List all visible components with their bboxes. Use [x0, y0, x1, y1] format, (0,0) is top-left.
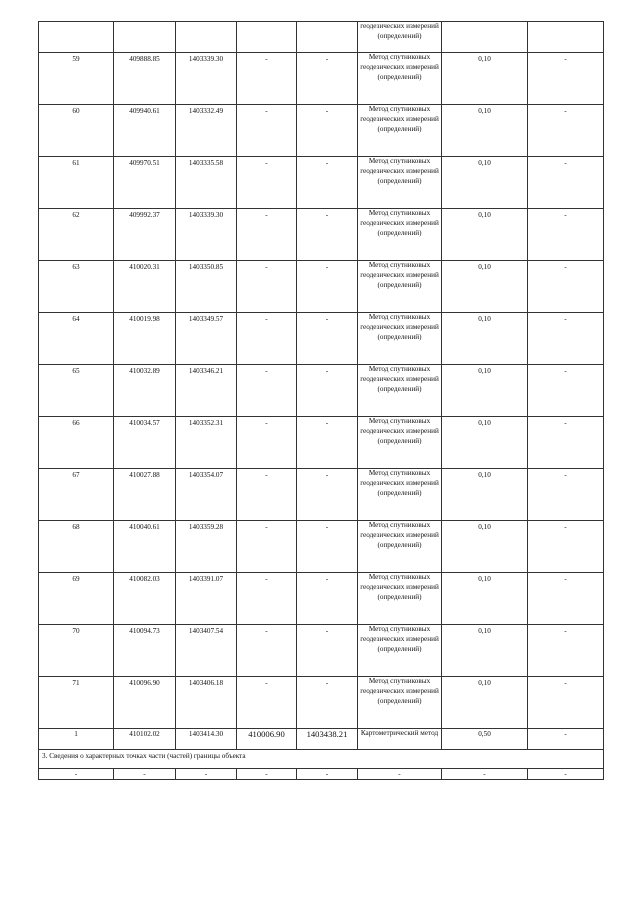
table-row-empty: [39, 769, 604, 780]
empty-cell: -: [114, 769, 176, 780]
method-cell: геодезических измерений (определений): [358, 22, 442, 53]
method-cell: Метод спутниковых геодезических измерений (определений): [358, 365, 442, 417]
coord-y: 1403407.54: [176, 625, 237, 677]
accuracy-cell: 0,50: [442, 729, 528, 750]
point-number: 64: [39, 313, 114, 365]
accuracy-cell: 0,10: [442, 417, 528, 469]
prev-coord-x: -: [237, 105, 297, 157]
empty-cell: -: [39, 769, 114, 780]
method-cell: Метод спутниковых геодезических измерений (определений): [358, 53, 442, 105]
table-row: [39, 53, 604, 105]
note-cell: -: [528, 157, 604, 209]
coord-x: 410019.98: [114, 313, 176, 365]
coord-y: 1403350.85: [176, 261, 237, 313]
table-row: [39, 157, 604, 209]
prev-coord-y: -: [297, 625, 358, 677]
point-number: 70: [39, 625, 114, 677]
coord-x: 410027.88: [114, 469, 176, 521]
point-number: 66: [39, 417, 114, 469]
note-cell: -: [528, 521, 604, 573]
prev-coord-x: -: [237, 677, 297, 729]
coord-y: 1403339.30: [176, 53, 237, 105]
prev-coord-x: -: [237, 53, 297, 105]
table-row: [39, 209, 604, 261]
method-cell: Метод спутниковых геодезических измерений (определений): [358, 105, 442, 157]
boundary-points-table: [38, 21, 604, 780]
note-cell: -: [528, 209, 604, 261]
prev-coord-x: -: [237, 157, 297, 209]
note-cell: -: [528, 417, 604, 469]
prev-coord-y: -: [297, 365, 358, 417]
accuracy-cell: 0,10: [442, 469, 528, 521]
coord-x: 410034.57: [114, 417, 176, 469]
note-cell: -: [528, 313, 604, 365]
method-cell: Метод спутниковых геодезических измерений (определений): [358, 521, 442, 573]
point-number: 59: [39, 53, 114, 105]
coord-y: 1403414.30: [176, 729, 237, 750]
coord-y: 1403354.07: [176, 469, 237, 521]
point-number: 63: [39, 261, 114, 313]
table-row-continued: [39, 22, 604, 53]
prev-coord-y: -: [297, 105, 358, 157]
coord-x: 410094.73: [114, 625, 176, 677]
accuracy-cell: 0,10: [442, 209, 528, 261]
table-row: [39, 677, 604, 729]
accuracy-cell: 0,10: [442, 573, 528, 625]
prev-coord-y: -: [297, 469, 358, 521]
table-row: [39, 521, 604, 573]
method-cell: Метод спутниковых геодезических измерений (определений): [358, 573, 442, 625]
table-row: [39, 105, 604, 157]
note-cell: -: [528, 729, 604, 750]
empty-cell: -: [358, 769, 442, 780]
note-cell: -: [528, 105, 604, 157]
prev-coord-x: -: [237, 573, 297, 625]
method-cell: Метод спутниковых геодезических измерений (определений): [358, 625, 442, 677]
point-number: 71: [39, 677, 114, 729]
method-cell: Метод спутниковых геодезических измерений (определений): [358, 677, 442, 729]
prev-coord-x: -: [237, 521, 297, 573]
prev-coord-y: -: [297, 53, 358, 105]
point-number: 60: [39, 105, 114, 157]
prev-coord-x: -: [237, 469, 297, 521]
point-number: 69: [39, 573, 114, 625]
point-number: 67: [39, 469, 114, 521]
method-cell: Картометрический метод: [358, 729, 442, 750]
empty-cell: -: [237, 769, 297, 780]
coord-x: 409940.61: [114, 105, 176, 157]
accuracy-cell: 0,10: [442, 365, 528, 417]
table-row: [39, 573, 604, 625]
table-row: [39, 625, 604, 677]
accuracy-cell: 0,10: [442, 521, 528, 573]
method-cell: Метод спутниковых геодезических измерений (определений): [358, 209, 442, 261]
prev-coord-y: -: [297, 677, 358, 729]
coord-y: 1403339.30: [176, 209, 237, 261]
table-row: [39, 729, 604, 750]
coord-x: 409970.51: [114, 157, 176, 209]
prev-coord-x: -: [237, 365, 297, 417]
method-cell: Метод спутниковых геодезических измерений (определений): [358, 261, 442, 313]
prev-coord-y: -: [297, 313, 358, 365]
prev-coord-y: -: [297, 209, 358, 261]
note-cell: -: [528, 625, 604, 677]
coord-x: 409992.37: [114, 209, 176, 261]
coord-x: 410040.61: [114, 521, 176, 573]
coord-y: 1403346.21: [176, 365, 237, 417]
table-row: [39, 469, 604, 521]
table-row: [39, 313, 604, 365]
coord-x: 409888.85: [114, 53, 176, 105]
point-number: 61: [39, 157, 114, 209]
point-number: 65: [39, 365, 114, 417]
method-cell: Метод спутниковых геодезических измерений (определений): [358, 469, 442, 521]
prev-coord-y: -: [297, 573, 358, 625]
accuracy-cell: 0,10: [442, 105, 528, 157]
accuracy-cell: 0,10: [442, 625, 528, 677]
coord-y: 1403349.57: [176, 313, 237, 365]
prev-coord-x: -: [237, 417, 297, 469]
accuracy-cell: 0,10: [442, 313, 528, 365]
method-cell: Метод спутниковых геодезических измерений (определений): [358, 313, 442, 365]
empty-cell: -: [176, 769, 237, 780]
coord-y: 1403391.07: [176, 573, 237, 625]
section-title: 3. Сведения о характерных точках части (частей) границы объекта: [39, 750, 604, 769]
prev-coord-x: -: [237, 261, 297, 313]
note-cell: -: [528, 261, 604, 313]
method-cell: Метод спутниковых геодезических измерений (определений): [358, 417, 442, 469]
accuracy-cell: 0,10: [442, 677, 528, 729]
prev-coord-y: -: [297, 521, 358, 573]
coord-y: 1403352.31: [176, 417, 237, 469]
coord-x: 410082.03: [114, 573, 176, 625]
coord-x: 410102.02: [114, 729, 176, 750]
coord-y: 1403335.58: [176, 157, 237, 209]
empty-cell: -: [297, 769, 358, 780]
table-row: [39, 261, 604, 313]
prev-coord-y: -: [297, 261, 358, 313]
coord-y: 1403406.18: [176, 677, 237, 729]
method-cell: Метод спутниковых геодезических измерений (определений): [358, 157, 442, 209]
prev-coord-x: 410006.90: [237, 729, 297, 750]
prev-coord-y: 1403438.21: [297, 729, 358, 750]
note-cell: -: [528, 365, 604, 417]
prev-coord-x: -: [237, 209, 297, 261]
prev-coord-x: -: [237, 313, 297, 365]
section-heading-row: [39, 750, 604, 769]
coord-x: 410020.31: [114, 261, 176, 313]
note-cell: -: [528, 469, 604, 521]
point-number: 62: [39, 209, 114, 261]
table-row: [39, 417, 604, 469]
point-number: 1: [39, 729, 114, 750]
prev-coord-y: -: [297, 417, 358, 469]
note-cell: -: [528, 53, 604, 105]
accuracy-cell: 0,10: [442, 53, 528, 105]
note-cell: -: [528, 677, 604, 729]
empty-cell: -: [442, 769, 528, 780]
point-number: 68: [39, 521, 114, 573]
note-cell: -: [528, 573, 604, 625]
accuracy-cell: 0,10: [442, 261, 528, 313]
accuracy-cell: 0,10: [442, 157, 528, 209]
coord-x: 410096.90: [114, 677, 176, 729]
prev-coord-y: -: [297, 157, 358, 209]
coord-x: 410032.89: [114, 365, 176, 417]
table-row: [39, 365, 604, 417]
coord-y: 1403359.28: [176, 521, 237, 573]
empty-cell: -: [528, 769, 604, 780]
coord-y: 1403332.49: [176, 105, 237, 157]
prev-coord-x: -: [237, 625, 297, 677]
